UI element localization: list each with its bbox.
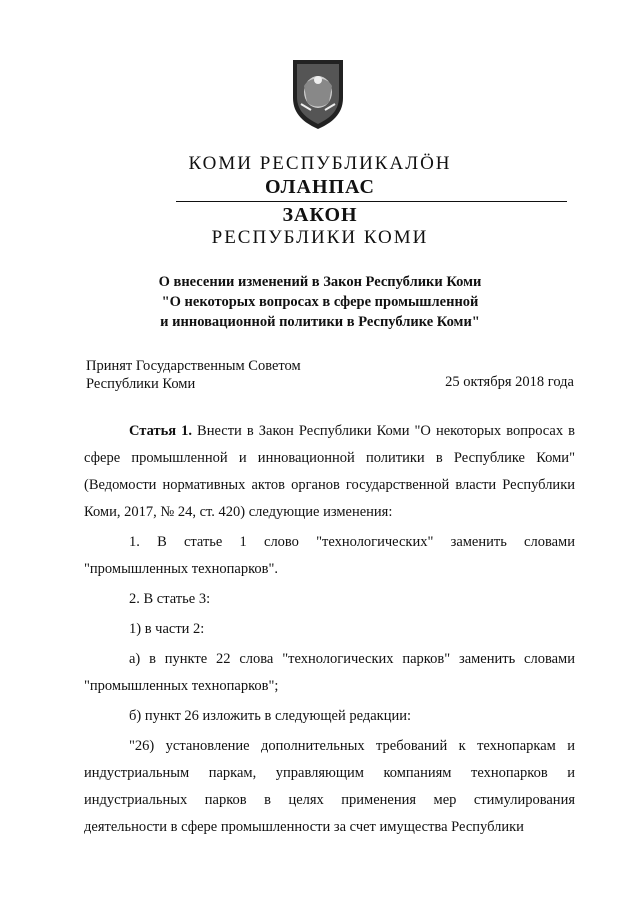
adopted-line: Принят Государственным Советом xyxy=(86,358,301,374)
law-title-line: О внесении изменений в Закон Республики Коми xyxy=(158,274,482,290)
article-1-paragraph xyxy=(84,418,575,526)
paragraph-6: "26) установление дополнительных требований к технопаркам и индустриальным паркам, управляющим компаниям технопарков и индустриальных парков в целях применения мер стимулирования деятельности в сфере промышленности за счет имущества Республики xyxy=(84,738,575,835)
adoption-date: 25 октября 2018 года xyxy=(445,374,574,390)
law-title-line: "О некоторых вопросах в сфере промышленной xyxy=(161,294,479,310)
paragraph-3: 1) в части 2: xyxy=(129,621,205,637)
paragraph-4: а) в пункте 22 слова "технологических парков" заменить словами "промышленных технопарков"; xyxy=(84,651,575,694)
header-olanpas: ОЛАНПАС xyxy=(265,176,375,198)
header-republic: РЕСПУБЛИКИ КОМИ xyxy=(211,227,429,248)
paragraph-5: б) пункт 26 изложить в следующей редакции: xyxy=(129,708,411,724)
paragraph-1: 1. В статье 1 слово "технологических" заменить словами "промышленных технопарков". xyxy=(84,534,575,577)
law-title-line: и инновационной политики в Республике Коми" xyxy=(160,314,480,330)
article-label: Статья 1. xyxy=(129,423,193,439)
header-divider xyxy=(176,201,567,202)
article-text: Внести в Закон Республики Коми "О некоторых вопросах в сфере промышленной и инновационной политики в Республике Коми" (Ведомости нормативных актов органов государственной власти Республики Коми, 2017, № 24, ст. 420) следующие изменения: xyxy=(84,423,576,520)
paragraph-2: 2. В статье 3: xyxy=(129,591,211,607)
law-body xyxy=(84,418,575,844)
adopted-line: Республики Коми xyxy=(86,376,196,392)
law-title xyxy=(0,272,640,332)
adopted-by xyxy=(86,357,301,393)
coat-of-arms-emblem xyxy=(289,58,347,130)
header-komi-line: КОМИ РЕСПУБЛИКАЛÖН xyxy=(188,153,452,174)
header-zakon: ЗАКОН xyxy=(282,204,358,226)
